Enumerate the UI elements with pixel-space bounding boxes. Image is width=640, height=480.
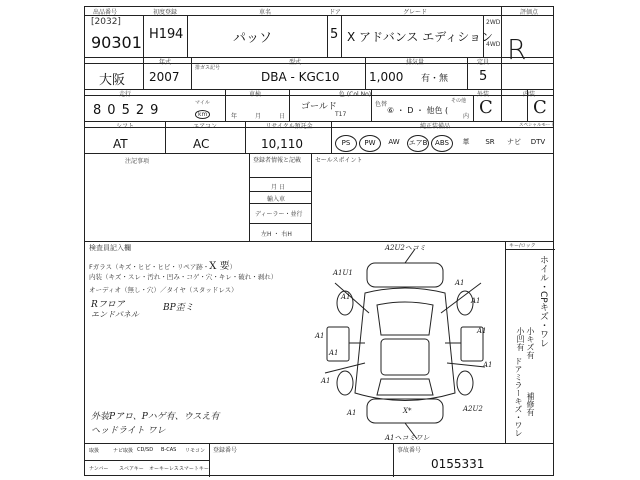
note-headlight: ヘッドライト ワレ xyxy=(91,426,166,436)
paint-label: 色替 xyxy=(375,101,388,108)
equipment-item: AW xyxy=(388,138,400,146)
rule xyxy=(249,223,311,224)
rule xyxy=(331,121,332,153)
rule xyxy=(187,15,188,57)
wheel-rr xyxy=(457,371,473,395)
diagram-mark: A1 xyxy=(483,361,493,369)
rule xyxy=(85,460,209,461)
inspector-interior: 内装（キズ・スレ・汚れ・凹み・コゲ・穴・キレ・破れ・剥れ） xyxy=(89,273,278,281)
note-exterior: 外装Pアロ、Pハゲ有、ウスえ有 xyxy=(91,412,220,422)
exterior-label: 外装 xyxy=(476,91,490,98)
rule xyxy=(467,57,468,89)
diagram-mark: A1ヘコミワレ xyxy=(385,434,430,442)
footer-col-label: スマートキー xyxy=(179,466,209,472)
diagram-mark: A2U2ヘコミ xyxy=(385,244,426,252)
rule xyxy=(393,443,394,477)
equipment-item: 革 xyxy=(462,138,470,146)
type-note: 排ガス記号 xyxy=(195,65,221,71)
footer-col-label: B-CAS xyxy=(161,447,177,453)
doors: 5 xyxy=(330,27,339,42)
rule xyxy=(209,443,210,477)
lot-number: 90301 xyxy=(91,33,142,52)
drive-2wd: 2WD xyxy=(486,19,501,26)
year-label: 初度登録 xyxy=(152,9,178,16)
notes-label: 注記事項 xyxy=(125,158,150,165)
rule xyxy=(249,191,311,192)
car-name: パッソ xyxy=(233,31,273,46)
recycle-label: リサイクル預託金 xyxy=(265,123,313,130)
rule xyxy=(341,15,342,57)
inspector-audio: オーディオ（無し・穴）／タイヤ（スタッドレス） xyxy=(89,286,238,294)
mileage-label: 走行 xyxy=(118,91,132,98)
registrant-label: 登録者情報と記載 xyxy=(253,157,302,164)
glass-mark: X 要 xyxy=(209,261,230,272)
color-label: 色 (Col.No) xyxy=(338,91,372,98)
mileage-digit: 8 xyxy=(93,103,108,118)
sales-point-label: セールスポイント xyxy=(315,157,363,164)
shift-value: AT xyxy=(113,137,128,151)
footer-col-label: CD/SD xyxy=(137,447,154,453)
rule xyxy=(505,241,506,443)
diagram-mark: A1 xyxy=(329,349,339,357)
mileage-digit: 0 xyxy=(107,103,122,118)
model-code: DBA - KGC10 xyxy=(261,70,340,84)
footer-col-label: スペアキー xyxy=(119,466,144,472)
rule xyxy=(85,443,553,444)
equipment-item: エアB xyxy=(407,135,429,152)
color: ゴールド xyxy=(301,102,337,112)
import-label: 輸入車 xyxy=(267,196,286,203)
equipment-label: 純正装備品 xyxy=(419,123,451,130)
lot-label: 出品番号 xyxy=(92,9,118,16)
shift-label: シフト xyxy=(115,123,135,130)
accident-label: 事故番号 xyxy=(397,447,422,454)
side-note-mirror: ドアミラーキズ・ワレ xyxy=(514,357,523,437)
interior-label: 内 xyxy=(463,113,470,120)
inspector-glass: Fガラス（キズ・ヒビ・ヒビ・リペア跡・X 要） xyxy=(89,261,237,272)
rule xyxy=(249,177,311,178)
diagram-mark: A2U2 xyxy=(463,405,483,413)
equipment-item: DTV xyxy=(530,138,546,146)
interior-grade: C xyxy=(533,97,547,118)
score-value: R xyxy=(507,33,527,66)
mileage-digit: 9 xyxy=(150,103,165,118)
turbo: 有・無 xyxy=(421,74,449,84)
note-end-panel: エンドパネル xyxy=(91,310,139,319)
mileage xyxy=(93,103,164,118)
side-note-wheel: ホイル・CPキズ・ワレ xyxy=(538,255,548,348)
rule xyxy=(311,153,312,241)
diagram-mark: A1U1 xyxy=(333,269,353,277)
handle-label: 左H ・ 右H xyxy=(261,231,292,238)
lot-bracket: [2032] xyxy=(91,17,121,27)
note-rear-floor: Rフロア xyxy=(91,300,125,310)
equipment-item: PW xyxy=(359,135,381,152)
mileage-digit: 5 xyxy=(121,103,136,118)
car-roof xyxy=(381,339,429,375)
footer-col-label: ナビ取扱 xyxy=(113,448,134,454)
date-label: 月 日 xyxy=(271,184,285,191)
shaken-year: 年 xyxy=(231,113,238,120)
type-label: 型式 xyxy=(288,59,302,66)
doors-label: ドア xyxy=(329,9,341,16)
rule xyxy=(289,89,290,121)
color-code: T17 xyxy=(335,111,347,118)
unit-mile: マイル xyxy=(195,100,210,106)
rule xyxy=(245,121,246,153)
grade-label: グレード xyxy=(402,9,428,16)
equipment-item: ABS xyxy=(431,135,453,152)
rule xyxy=(249,153,250,241)
drive-4wd: 4WD xyxy=(486,41,501,48)
rule xyxy=(191,57,192,89)
wheel-rl xyxy=(337,371,353,395)
ac-value: AC xyxy=(193,137,210,151)
diagram-mark: A1 xyxy=(477,327,487,335)
footer-col-label: ナンバー xyxy=(89,466,109,472)
diagram-mark: A1 xyxy=(471,297,481,305)
special-mode-label: スペシャルモード xyxy=(519,123,555,128)
diagram-mark: A1 xyxy=(315,332,325,340)
rule xyxy=(327,15,328,57)
car-name-label: 車名 xyxy=(258,9,272,16)
unit-km: km xyxy=(195,110,210,119)
rule xyxy=(371,89,372,121)
rule xyxy=(501,7,502,121)
glass-text: Fガラス（キズ・ヒビ・ヒビ・リペア跡・ xyxy=(89,263,210,271)
grade: X アドバンス エディション xyxy=(347,30,494,44)
exterior-grade: C xyxy=(479,97,493,118)
rule xyxy=(473,95,474,121)
car-body xyxy=(355,288,455,401)
key-lock-label: キー/ロック xyxy=(509,243,536,249)
diagram-mark: A1 xyxy=(455,279,465,287)
rule xyxy=(165,121,166,153)
ac-label: エアコン xyxy=(193,123,217,130)
footer-col-label: リモコン xyxy=(185,448,206,454)
recycle-value: 10,110 xyxy=(261,137,303,151)
nendo-label: 年式 xyxy=(158,59,172,66)
accident-number: 0155331 xyxy=(431,457,485,471)
shaken-month: 月 xyxy=(255,113,262,120)
diagram-mark: A1 xyxy=(347,409,357,417)
rule xyxy=(225,89,226,121)
rule xyxy=(85,241,553,242)
inspector-title: 検査員記入欄 xyxy=(89,244,131,252)
capacity-label: 定員 xyxy=(476,59,490,66)
mileage-digit: 2 xyxy=(135,103,151,118)
car-rear-window xyxy=(377,379,433,395)
interior2-label: 内装 xyxy=(522,91,536,98)
note-bp: BP歪ミ xyxy=(163,303,194,313)
equipment-item: SR xyxy=(485,138,495,146)
diagram-mark: A1 xyxy=(321,377,331,385)
car-windshield xyxy=(377,302,433,335)
paint-other: その他 xyxy=(451,98,467,104)
rule xyxy=(505,249,555,250)
rule xyxy=(365,57,366,89)
score-label: 評価点 xyxy=(519,9,539,16)
capacity: 5 xyxy=(479,69,488,84)
nendo: 2007 xyxy=(149,70,180,84)
rule xyxy=(85,127,553,128)
car-front xyxy=(367,263,443,287)
side-note-dent: 小凹有 xyxy=(516,327,525,351)
reg-number-label: 登録番号 xyxy=(213,447,238,454)
rule xyxy=(143,57,144,89)
dealer-label: ディーラー・並行 xyxy=(255,211,303,218)
paint: ⑥ ・ D ・ 他色 ( xyxy=(387,106,449,115)
side-note-scratch: 小キズ有 xyxy=(526,327,535,359)
displacement-label: 排気量 xyxy=(405,59,425,66)
shaken-label: 車検 xyxy=(248,91,262,98)
rule xyxy=(85,121,553,122)
displacement: 1,000 xyxy=(369,70,404,84)
footer-col-label: オーキーレス xyxy=(149,466,179,472)
auction-sheet xyxy=(84,6,554,476)
footer-col-label: 取扱 xyxy=(89,448,100,454)
equipment-item: PS xyxy=(335,135,357,152)
side-note-repair: 補修有 xyxy=(526,392,535,416)
diagram-mark: X* xyxy=(403,407,412,415)
rule xyxy=(143,15,144,57)
diagram-mark: A1 xyxy=(341,293,351,301)
equipment-item: ナビ xyxy=(507,138,521,146)
region: 大阪 xyxy=(99,73,126,88)
reg-year: H19 xyxy=(149,27,176,42)
rule xyxy=(527,89,528,121)
rule xyxy=(249,203,311,204)
reg-month: 4 xyxy=(175,27,184,42)
rule xyxy=(85,153,553,154)
shaken-day: 日 xyxy=(279,113,286,120)
